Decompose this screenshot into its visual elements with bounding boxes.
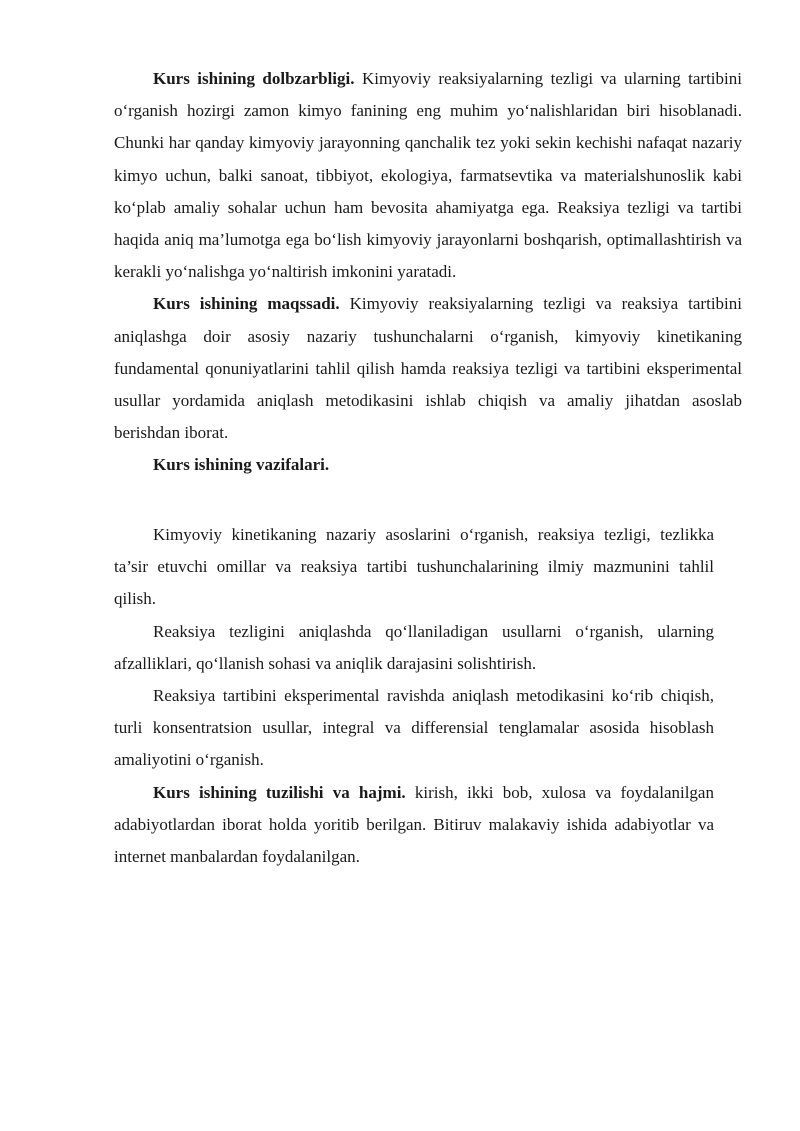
goal-heading: Kurs ishining maqssadi. [153, 294, 340, 314]
goal-text: Kimyoviy reaksiyalarning tezligi va reaksiya tartibini aniqlashga doir asosiy nazariy tushunchalarni o‘rganish, kimyoviy kinetikaning fundamental qonuniyatlarini tahlil qilish hamda reaksiya tezligi va tartibini eksperimental usullar yordamida aniqlash metodikasini ishlab chiqish va amaliy jihatdan asoslab berishdan iborat. [114, 294, 742, 443]
structure-heading: Kurs ishining tuzilishi va hajmi. [153, 782, 406, 802]
structure-text: kirish, ikki bob, xulosa va foydalanilgan adabiyotlardan iborat holda yoritib berilgan. Bitiruv malakaviy ishida adabiyotlar va internet manbalardan foydalanilgan. [114, 782, 714, 867]
task-item-2: Reaksiya tezligini aniqlashda qo‘llaniladigan usullarni o‘rganish, ularning afzalliklari, qo‘llanish sohasi va aniqlik darajasini solishtirish. [114, 621, 714, 673]
tasks-heading-paragraph [114, 449, 742, 481]
relevance-heading: Kurs ishining dolbzarbligi. [153, 69, 355, 88]
tasks-heading: Kurs ishining vazifalari. [153, 455, 330, 475]
paragraph-structure [114, 777, 714, 874]
task-item-3: Reaksiya tartibini eksperimental ravishda aniqlash metodikasini ko‘rib chiqish, turli konsentratsion usullar, integral va differensial tenglamalar asosida hisoblash amaliyotini o‘rganish. [114, 686, 714, 770]
paragraph-relevance [114, 63, 742, 288]
document-body [114, 63, 742, 482]
task-item-1: Kimyoviy kinetikaning nazariy asoslarini o‘rganish, reaksiya tezligi, tezlikka ta’sir etuvchi omillar va reaksiya tartibi tushunchalarining ilmiy mazmunini tahlil qilish. [114, 525, 714, 609]
paragraph-goal [114, 288, 742, 449]
tasks-list [114, 519, 714, 873]
relevance-text: Kimyoviy reaksiyalarning tezligi va ularning tartibini o‘rganish hozirgi zamon kimyo fanining eng muhim yo‘nalishlaridan biri hisoblanadi. Chunki har qanday kimyoviy jarayonning qanchalik tez yoki sekin kechishi nafaqat nazariy kimyo uchun, balki sanoat, tibbiyot, ekologiya, farmatsevtika va materialshunoslik kabi ko‘plab amaliy sohalar uchun ham bevosita ahamiyatga ega. Reaksiya tezligi va tartibi haqida aniq ma’lumotga ega bo‘lish kimyoviy jarayonlarni boshqarish, optimallashtirish va kerakli yo‘nalishga yo‘naltirish imkonini yaratadi. [114, 69, 742, 282]
